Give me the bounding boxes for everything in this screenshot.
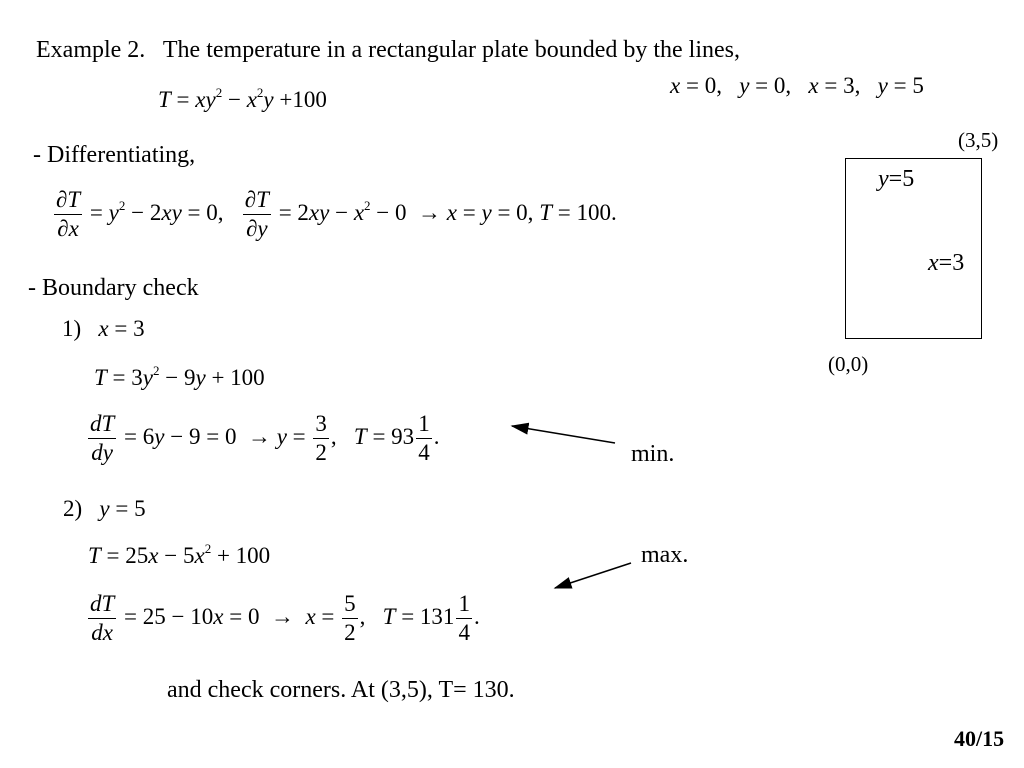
case1-T-fraction xyxy=(416,412,432,465)
case2-label: 2) xyxy=(63,496,83,521)
boundary-lines: x = 0, y = 0, x = 3, y = 5 xyxy=(670,73,924,98)
case1-deriv-b: − 9 = 0 xyxy=(164,423,237,449)
case1-temperature xyxy=(94,363,265,390)
case2-value: = 5 xyxy=(115,496,146,521)
line1-value: 0, xyxy=(704,73,722,98)
line2-value: 0, xyxy=(773,73,792,98)
case2-eq-c: + 100 xyxy=(211,543,271,568)
case1-crit-eq: = xyxy=(286,423,312,449)
case1-eq-b: − 9 xyxy=(159,365,196,390)
line3-var: x xyxy=(808,73,819,98)
line1-var: x xyxy=(670,73,681,98)
example-heading xyxy=(36,38,740,62)
case2-eq-a: = 25 xyxy=(100,543,149,568)
case1-y2: y xyxy=(195,365,206,390)
temp-var: T xyxy=(158,87,171,112)
eq-y2: y xyxy=(263,87,274,112)
top-edge-label xyxy=(878,167,914,191)
case1-T-var: T xyxy=(353,423,367,449)
eq-x2: x xyxy=(246,87,257,112)
min-arrow-icon xyxy=(512,426,615,443)
partial-x: ∂x xyxy=(57,216,79,242)
eq2-c: − 0 xyxy=(370,199,407,225)
eq-exp: 2 xyxy=(215,85,223,100)
right-edge-val: =3 xyxy=(938,250,965,276)
case2-T-fraction xyxy=(456,592,472,645)
eq-x: x xyxy=(195,87,206,112)
case2-dx: dx xyxy=(91,620,113,646)
top-edge-var: y xyxy=(878,166,889,192)
eq1-xy: xy xyxy=(161,199,182,225)
result-value: = 100. xyxy=(551,199,617,225)
case2-var: y xyxy=(99,496,110,521)
eq2-b: − xyxy=(329,199,354,225)
case2-deriv-a: = 25 − 10 xyxy=(124,603,214,629)
case2-x2: x xyxy=(194,543,205,568)
arrow-icon: → xyxy=(418,199,442,225)
eq1-y: y xyxy=(108,199,119,225)
eq2-a: = 2 xyxy=(278,199,309,225)
case1-var: x xyxy=(98,316,109,341)
eq1-a: = xyxy=(89,199,109,225)
case1-crit-num: 3 xyxy=(313,412,329,439)
differentiating-heading: - Differentiating, xyxy=(33,142,196,168)
case2-crit-comma: , xyxy=(359,603,366,629)
case1-T-num: 1 xyxy=(416,412,432,439)
result-eq1: = xyxy=(457,199,482,225)
partial-derivatives-equation xyxy=(52,188,617,241)
case1-T-den: 4 xyxy=(418,440,430,466)
case1-T-end: . xyxy=(433,423,440,449)
case2-crit-eq: = xyxy=(315,603,341,629)
case2-deriv-b: = 0 xyxy=(223,603,260,629)
case1-dy: dy xyxy=(91,440,113,466)
case1-crit-comma: , xyxy=(330,423,337,449)
case2-eq-b: − 5 xyxy=(158,543,195,568)
max-arrow-icon xyxy=(555,563,631,588)
case1-derivative xyxy=(86,412,439,465)
case2-deriv-x: x xyxy=(213,603,224,629)
eq1-b: − 2 xyxy=(125,199,162,225)
corner-label-top-right: (3,5) xyxy=(958,128,999,152)
case1-deriv-y: y xyxy=(154,423,165,449)
result-y: y xyxy=(481,199,492,225)
case2-T-eq: = 131 xyxy=(395,603,455,629)
max-annotation: max. xyxy=(641,542,689,568)
dT-dy-fraction xyxy=(243,188,271,241)
case2-temperature xyxy=(88,541,271,568)
result-x: x xyxy=(446,199,457,225)
case1-T-eq: = 93 xyxy=(366,423,415,449)
page-number: 40/15 xyxy=(954,726,1005,751)
case2-crit-fraction xyxy=(342,592,358,645)
partial-y: ∂y xyxy=(246,216,268,242)
eq-exp2: 2 xyxy=(256,85,264,100)
case1-exp: 2 xyxy=(153,363,160,378)
top-edge-val: =5 xyxy=(888,166,915,192)
case1-label: 1) xyxy=(62,316,82,341)
case2-crit-var: x xyxy=(305,603,316,629)
case1-heading xyxy=(62,317,145,340)
eq-plus-constant: +100 xyxy=(279,87,327,112)
case2-crit-den: 2 xyxy=(344,620,356,646)
eq2-xy: xy xyxy=(308,199,330,225)
result-eq2: = 0, xyxy=(491,199,534,225)
case2-exp: 2 xyxy=(204,541,212,556)
case2-T-den: 4 xyxy=(458,620,470,646)
result-T: T xyxy=(539,199,552,225)
line2-var: y xyxy=(739,73,750,98)
dT-dx-fraction xyxy=(54,188,82,241)
corner-label-bottom-left: (0,0) xyxy=(828,352,869,376)
case2-T: T xyxy=(88,543,101,568)
case1-crit-fraction xyxy=(313,412,329,465)
arrow-icon: → xyxy=(270,603,294,629)
case2-T-var: T xyxy=(382,603,396,629)
case2-crit-num: 5 xyxy=(342,592,358,619)
eq2-exp: 2 xyxy=(364,197,371,213)
line4-var: y xyxy=(877,73,888,98)
case2-T-num: 1 xyxy=(456,592,472,619)
min-annotation: min. xyxy=(631,441,675,467)
problem-text: The temperature in a rectangular plate bounded by the lines, xyxy=(162,37,740,63)
case2-heading xyxy=(63,497,146,520)
corners-check-text: and check corners. At (3,5), T= 130. xyxy=(167,677,515,703)
eq2-x: x xyxy=(353,199,365,225)
partial-T: ∂T xyxy=(244,187,269,212)
case1-deriv-a: = 6 xyxy=(124,423,155,449)
eq-minus: − xyxy=(227,87,241,112)
case1-crit-den: 2 xyxy=(315,440,327,466)
case2-dT-dx-fraction xyxy=(88,592,116,645)
case1-y1: y xyxy=(142,365,153,390)
line4-value: 5 xyxy=(912,73,924,98)
right-edge-var: x xyxy=(928,250,939,276)
case1-eq-a: = 3 xyxy=(106,365,143,390)
temperature-equation: $T = xy^2 - x^2y +100$ xyxy=(158,85,327,112)
case2-x1: x xyxy=(148,543,159,568)
case1-dT: dT xyxy=(90,411,115,436)
case1-value: = 3 xyxy=(114,316,145,341)
case1-eq-c: + 100 xyxy=(205,365,265,390)
line3-value: 3, xyxy=(843,73,861,98)
eq-y: y xyxy=(205,87,216,112)
case1-T: T xyxy=(94,365,107,390)
case1-crit-var: y xyxy=(276,423,287,449)
boundary-check-heading: - Boundary check xyxy=(28,275,199,301)
case2-T-end: . xyxy=(473,603,480,629)
partial-T: ∂T xyxy=(56,187,81,212)
eq1-exp: 2 xyxy=(118,197,126,213)
right-edge-label xyxy=(928,251,964,275)
case1-dT-dy-fraction xyxy=(88,412,116,465)
eq1-c: = 0, xyxy=(181,199,224,225)
case2-derivative xyxy=(86,592,480,645)
arrow-icon: → xyxy=(247,423,271,449)
case2-dT: dT xyxy=(90,591,115,616)
example-label: Example 2. xyxy=(36,37,146,63)
